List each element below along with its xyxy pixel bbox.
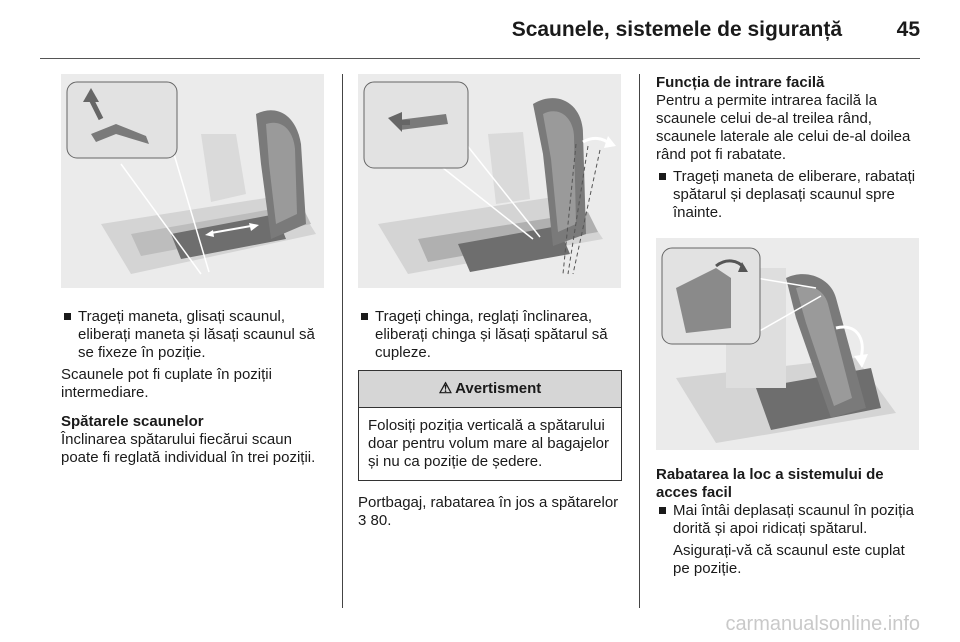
section-heading: Funcția de intrare facilă xyxy=(656,74,825,91)
page-title: Scaunele, sistemele de siguranță xyxy=(511,18,842,41)
column-3 xyxy=(656,74,924,578)
xref-text: Portbagaj, rabatarea în jos a spătarelor xyxy=(358,494,619,511)
column-1 xyxy=(61,74,327,467)
body-paragraph: Înclinarea spătarului fiecărui scaun poate fi reglată individual în trei poziții. xyxy=(61,431,316,466)
warning-box xyxy=(358,370,622,481)
warning-triangle-icon: ⚠ xyxy=(438,380,453,397)
instruction-bullet: Trageți maneta de eliberare, rabatați spătarul și deplasați scaunul spre înainte. xyxy=(656,168,924,222)
column-2 xyxy=(358,74,622,530)
seatback-recline-illustration xyxy=(358,74,621,288)
instruction-bullet: Trageți maneta, glisați scaunul, eliberați maneta și lăsați scaunul să se fixeze în poziție. xyxy=(61,308,327,362)
warning-text: Folosiți poziția verticală a spătarului doar pentru volum mare al bagajelor și nu ca poziție de ședere. xyxy=(368,417,609,470)
page-number: 45 xyxy=(896,18,920,41)
column-divider xyxy=(639,74,640,608)
page-header xyxy=(0,0,960,58)
watermark: carmanualsonline.info xyxy=(725,613,920,635)
body-paragraph: Scaunele pot fi cuplate în poziții intermediare. xyxy=(61,366,272,401)
instruction-bullet: Trageți chinga, reglați înclinarea, eliberați chinga și lăsați spătarul să cupleze. xyxy=(358,308,622,362)
header-rule xyxy=(40,58,920,59)
xref-arrow-icon: 3 xyxy=(358,512,367,529)
section-heading: Rabatarea la loc a sistemului de acces facil xyxy=(656,466,884,501)
cross-reference xyxy=(358,494,622,530)
warning-header xyxy=(359,371,621,408)
easy-entry-illustration xyxy=(656,238,919,450)
instruction-bullet: Mai întâi deplasați scaunul în poziția dorită și apoi ridicați spătarul. xyxy=(656,502,924,538)
seat-slide-illustration xyxy=(61,74,324,288)
body-paragraph: Asigurați-vă că scaunul este cuplat pe poziție. xyxy=(673,542,905,577)
warning-title: Avertisment xyxy=(455,380,542,397)
subheading: Spătarele scaunelor xyxy=(61,413,204,430)
xref-page: 80. xyxy=(370,512,392,529)
column-divider xyxy=(342,74,343,608)
body-paragraph: Pentru a permite intrarea facilă la scaunele celui de-al treilea rând, scaunele laterale ale celui de-al doilea rând pot fi rabatate. xyxy=(656,92,911,163)
